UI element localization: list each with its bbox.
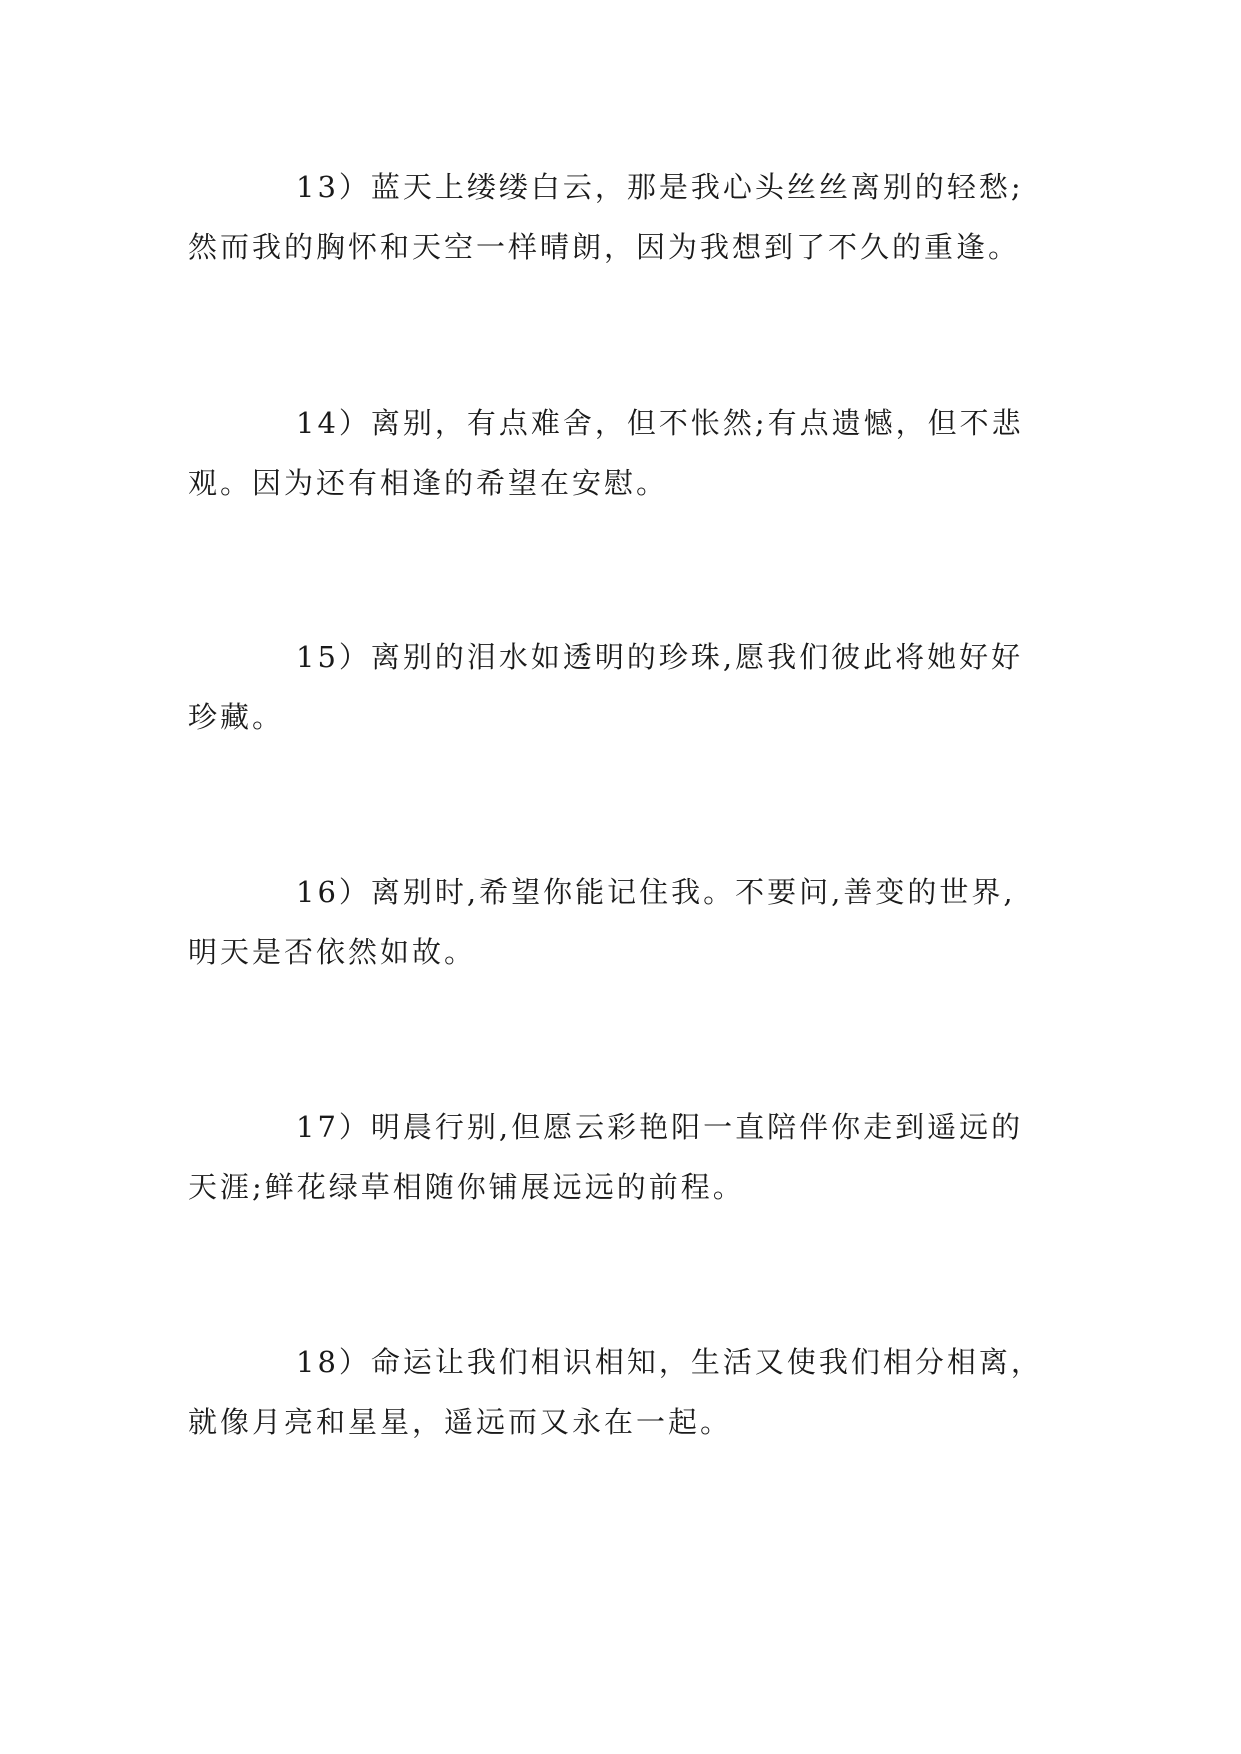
- paragraph-17-line-1: 17）明晨行别,但愿云彩艳阳一直陪伴你走到遥远的: [296, 1110, 1024, 1144]
- paragraph-15: [188, 627, 1068, 747]
- paragraph-13-line-2: 然而我的胸怀和天空一样晴朗，因为我想到了不久的重逢。: [188, 230, 1021, 264]
- paragraph-17: [188, 1097, 1068, 1217]
- paragraph-13-line-1: 13）蓝天上缕缕白云，那是我心头丝丝离别的轻愁;: [296, 170, 1024, 204]
- paragraph-18-line-1: 18）命运让我们相识相知，生活又使我们相分相离，: [296, 1345, 1043, 1379]
- paragraph-15-line-2: 珍藏。: [188, 700, 285, 734]
- paragraph-18-line-2: 就像月亮和星星，遥远而又永在一起。: [188, 1405, 733, 1439]
- paragraph-16: [188, 862, 1068, 982]
- paragraph-16-line-2: 明天是否依然如故。: [188, 935, 477, 969]
- paragraph-18: [188, 1332, 1068, 1452]
- paragraph-14-line-2: 观。因为还有相逢的希望在安慰。: [188, 466, 669, 500]
- paragraph-14: [188, 393, 1068, 513]
- paragraph-15-line-1: 15）离别的泪水如透明的珍珠,愿我们彼此将她好好: [296, 640, 1024, 674]
- paragraph-13: [188, 157, 1068, 277]
- paragraph-14-line-1: 14）离别，有点难舍，但不怅然;有点遗憾，但不悲: [296, 406, 1024, 440]
- paragraph-16-line-1: 16）离别时,希望你能记住我。不要问,善变的世界,: [296, 875, 1016, 909]
- paragraph-17-line-2: 天涯;鲜花绿草相随你铺展远远的前程。: [188, 1170, 745, 1204]
